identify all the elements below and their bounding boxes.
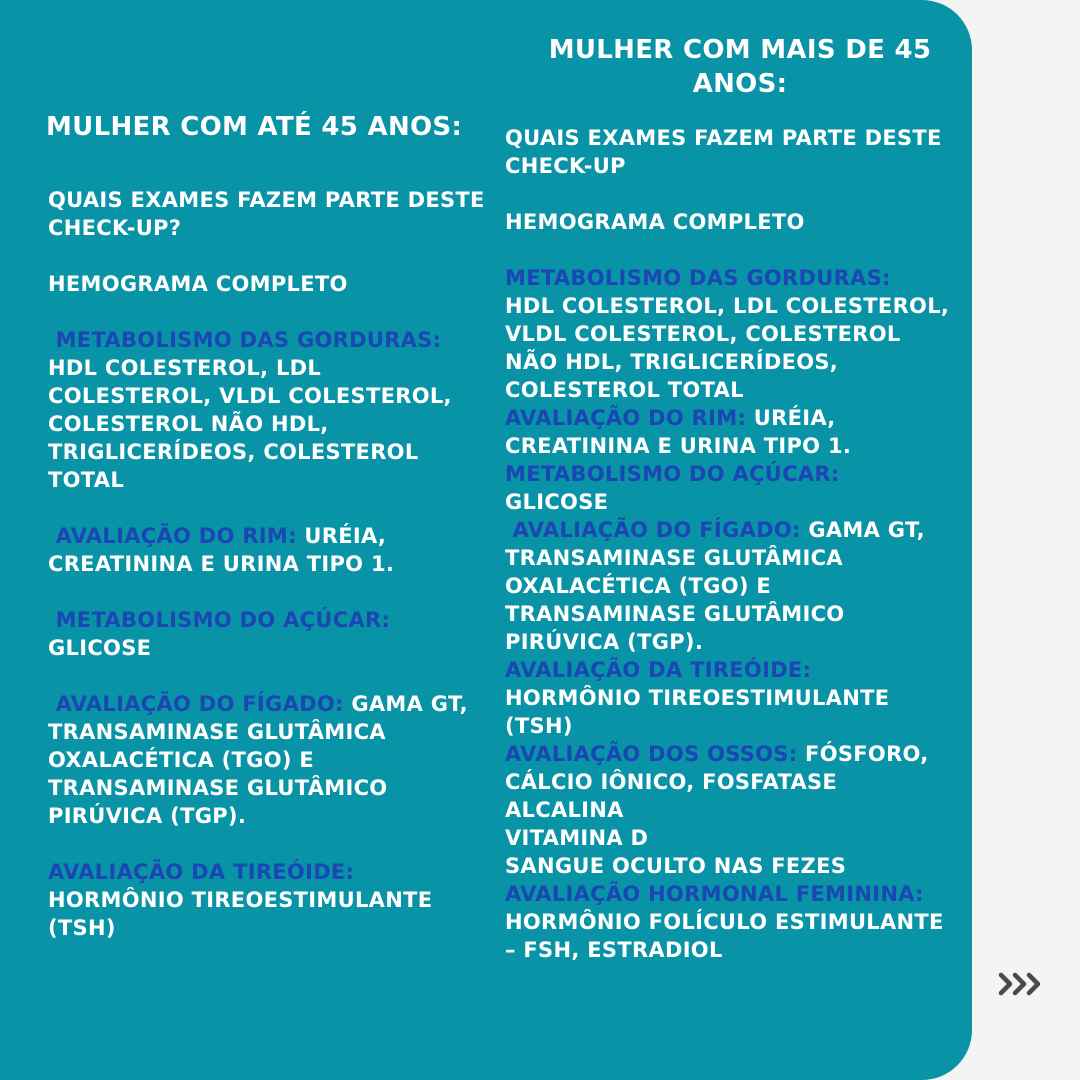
right-gorduras-text: HDL COLESTEROL, LDL COLESTEROL, VLDL COLESTEROL, COLESTEROL NÃO HDL, TRIGLICERÍDEOS, COLESTEROL TOTAL	[505, 294, 950, 402]
right-column-title: MULHER COM MAIS DE 45 ANOS:	[548, 35, 932, 99]
left-figado-text: GAMA GT, TRANSAMINASE GLUTÂMICA OXALACÉTICA (TGO) E TRANSAMINASE GLUTÂMICO PIRÚVICA (TGP).	[48, 692, 468, 828]
right-tireoide-text: HORMÔNIO TIREOESTIMULANTE (TSH)	[505, 686, 890, 738]
right-gorduras-label: METABOLISMO DAS GORDURAS:	[505, 266, 891, 290]
right-ossos	[505, 740, 960, 824]
right-figado-label: AVALIAÇÃO DO FÍGADO:	[505, 518, 801, 542]
left-column-title: MULHER COM ATÉ 45 ANOS:	[46, 112, 463, 142]
right-hormonal-label: AVALIAÇÃO HORMONAL FEMININA:	[505, 882, 924, 906]
right-column	[505, 124, 960, 964]
left-acucar-text: GLICOSE	[48, 636, 152, 660]
right-figado-text: GAMA GT, TRANSAMINASE GLUTÂMICA OXALACÉTICA (TGO) E TRANSAMINASE GLUTÂMICO PIRÚVICA (TGP).	[505, 518, 925, 654]
right-sangue: SANGUE OCULTO NAS FEZES	[505, 854, 847, 878]
right-hemograma: HEMOGRAMA COMPLETO	[505, 210, 805, 234]
right-ossos-label: AVALIAÇÃO DOS OSSOS:	[505, 742, 798, 766]
left-figado	[48, 690, 488, 830]
right-question: QUAIS EXAMES FAZEM PARTE DESTE CHECK-UP	[505, 126, 942, 178]
right-figado	[505, 516, 960, 656]
left-question: QUAIS EXAMES FAZEM PARTE DESTE CHECK-UP?	[48, 188, 485, 240]
left-tireoide-label: AVALIAÇÃO DA TIREÓIDE:	[48, 860, 355, 884]
left-tireoide-text: HORMÔNIO TIREOESTIMULANTE (TSH)	[48, 888, 433, 940]
left-figado-label: AVALIAÇÃO DO FÍGADO:	[48, 692, 344, 716]
left-rim-text: URÉIA, CREATININA E URINA TIPO 1.	[48, 524, 395, 576]
triple-chevron-right-icon[interactable]	[997, 966, 1047, 1004]
right-rim-label: AVALIAÇÃO DO RIM:	[505, 406, 747, 430]
left-rim-label: AVALIAÇÃO DO RIM:	[48, 524, 297, 548]
right-hormonal-text: HORMÔNIO FOLÍCULO ESTIMULANTE – FSH, ESTRADIOL	[505, 910, 944, 962]
right-acucar-text: GLICOSE	[505, 490, 609, 514]
left-rim	[48, 522, 488, 578]
left-acucar-label: METABOLISMO DO AÇÚCAR:	[48, 608, 391, 632]
right-tireoide-label: AVALIAÇÃO DA TIREÓIDE:	[505, 658, 812, 682]
right-rim	[505, 404, 960, 460]
left-gorduras-label: METABOLISMO DAS GORDURAS:	[48, 328, 442, 352]
right-rim-text: URÉIA, CREATININA E URINA TIPO 1.	[505, 406, 852, 458]
right-vitamina: VITAMINA D	[505, 826, 649, 850]
right-acucar-label: METABOLISMO DO AÇÚCAR:	[505, 462, 840, 486]
left-hemograma: HEMOGRAMA COMPLETO	[48, 272, 348, 296]
left-column	[48, 186, 488, 942]
left-gorduras-text: HDL COLESTEROL, LDL COLESTEROL, VLDL COLESTEROL, COLESTEROL NÃO HDL, TRIGLICERÍDEOS, COLESTEROL TOTAL	[48, 356, 452, 492]
right-ossos-text: FÓSFORO, CÁLCIO IÔNICO, FOSFATASE ALCALINA	[505, 742, 929, 822]
